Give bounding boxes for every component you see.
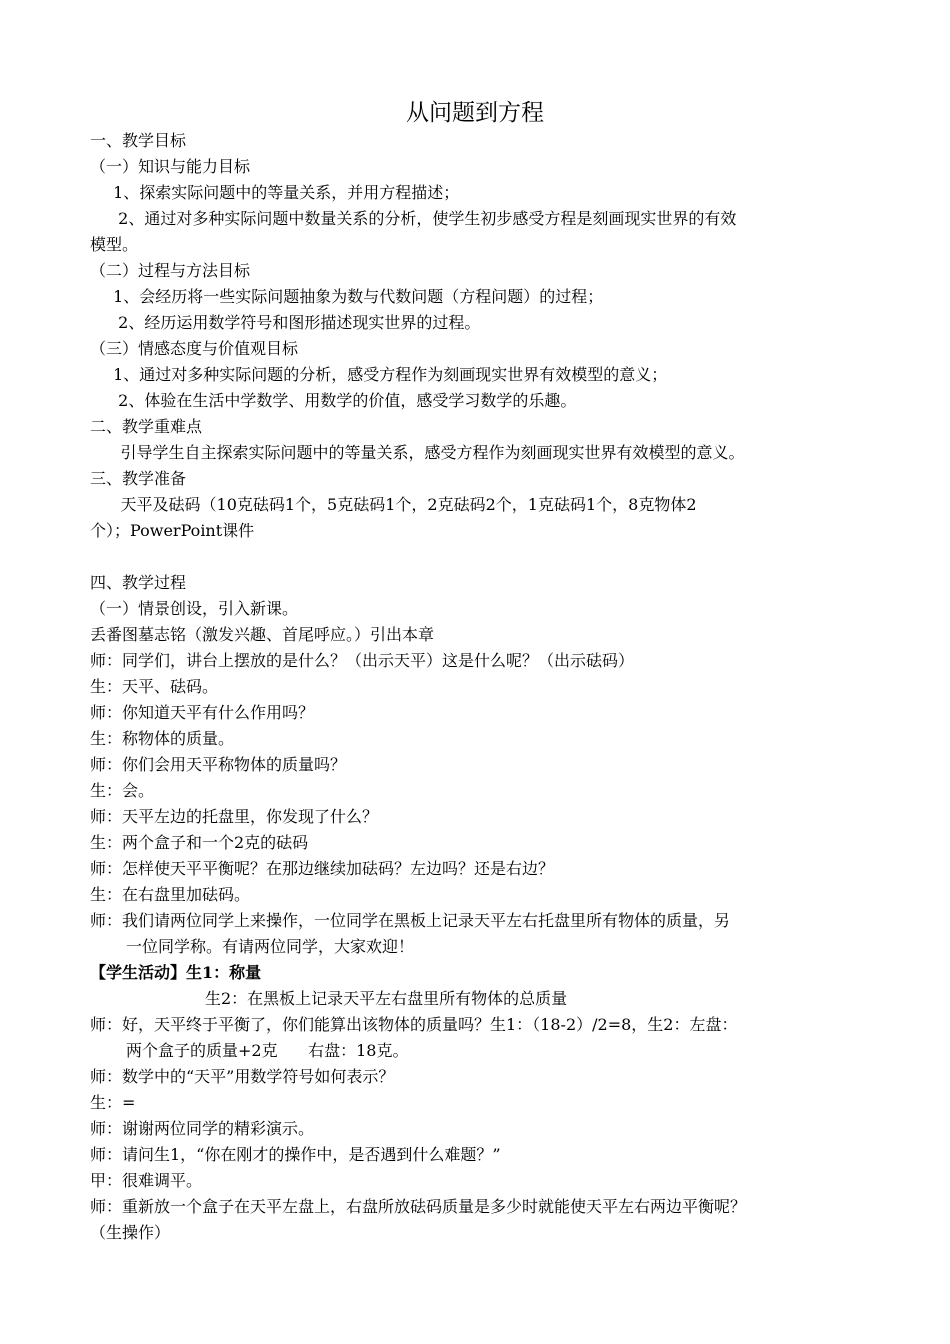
paragraph-line: 丢番图墓志铭（激发兴趣、首尾呼应。）引出本章 xyxy=(90,625,435,644)
list-item: 2、体验在生活中学数学、用数学的价值，感受学习数学的乐趣。 xyxy=(108,391,577,410)
activity-line: 生2：在黑板上记录天平左右盘里所有物体的总质量 xyxy=(205,989,568,1008)
subsection-heading: （三）情感态度与价值观目标 xyxy=(90,339,299,358)
paragraph-line: 个）；PowerPoint课件 xyxy=(90,521,255,540)
section-heading: 四、教学过程 xyxy=(90,573,187,592)
dialogue-line: 生：= xyxy=(90,1093,136,1112)
dialogue-continuation: 两个盒子的质量+2克 右盘：18克。 xyxy=(126,1041,409,1060)
list-item: 1、通过对多种实际问题的分析，感受方程作为刻画现实世界有效模型的意义； xyxy=(108,365,668,384)
subsection-heading: （一）知识与能力目标 xyxy=(90,157,251,176)
dialogue-line: 生：在右盘里加砝码。 xyxy=(90,885,251,904)
subsection-heading: （一）情景创设，引入新课。 xyxy=(90,599,299,618)
list-item: 1、探索实际问题中的等量关系，并用方程描述； xyxy=(108,183,460,202)
dialogue-line: 师：我们请两位同学上来操作，一位同学在黑板上记录天平左右托盘里所有物体的质量，另 xyxy=(90,911,731,930)
section-heading: 二、教学重难点 xyxy=(90,417,203,436)
dialogue-continuation: 一位同学称。有请两位同学，大家欢迎！ xyxy=(126,937,415,956)
document-body xyxy=(90,128,880,1246)
subsection-heading: （二）过程与方法目标 xyxy=(90,261,251,280)
section-heading: 三、教学准备 xyxy=(90,469,187,488)
dialogue-line: 师：请问生1，“你在刚才的操作中，是否遇到什么难题？” xyxy=(90,1145,501,1164)
dialogue-line: 师：谢谢两位同学的精彩演示。 xyxy=(90,1119,315,1138)
dialogue-line: 师：重新放一个盒子在天平左盘上，右盘所放砝码质量是多少时就能使天平左右两边平衡呢？ xyxy=(90,1197,747,1216)
dialogue-line: 师：怎样使天平平衡呢？在那边继续加砝码？左边吗？还是右边？ xyxy=(90,859,555,878)
dialogue-line: 师：天平左边的托盘里，你发现了什么？ xyxy=(90,807,379,826)
dialogue-line: 师：数学中的“天平”用数学符号如何表示？ xyxy=(90,1067,395,1086)
list-item: 2、经历运用数学符号和图形描述现实世界的过程。 xyxy=(108,313,481,332)
dialogue-line: 生：两个盒子和一个2克的砝码 xyxy=(90,833,309,852)
paragraph-line: 模型。 xyxy=(90,235,139,254)
paragraph-line: 引导学生自主探索实际问题中的等量关系，感受方程作为刻画现实世界有效模型的意义。 xyxy=(90,443,745,462)
section-heading: 一、教学目标 xyxy=(90,131,187,150)
dialogue-line: 生：天平、砝码。 xyxy=(90,677,219,696)
dialogue-line: （生操作） xyxy=(90,1223,171,1242)
dialogue-line: 师：你们会用天平称物体的质量吗？ xyxy=(90,755,347,774)
dialogue-line: 生：会。 xyxy=(90,781,155,800)
dialogue-line: 生：称物体的质量。 xyxy=(90,729,235,748)
document-title: 从问题到方程 xyxy=(406,100,544,126)
list-item: 2、通过对多种实际问题中数量关系的分析，使学生初步感受方程是刻画现实世界的有效 xyxy=(108,209,737,228)
dialogue-line: 师：同学们，讲台上摆放的是什么？（出示天平）这是什么呢？（出示砝码） xyxy=(90,651,635,670)
dialogue-line: 甲：很难调平。 xyxy=(90,1171,203,1190)
activity-line: 【学生活动】生1：称量 xyxy=(90,963,262,982)
dialogue-line: 师：你知道天平有什么作用吗？ xyxy=(90,703,315,722)
paragraph-line: 天平及砝码（10克砝码1个，5克砝码1个，2克砝码2个，1克砝码1个，8克物体2 xyxy=(90,495,697,514)
list-item: 1、会经历将一些实际问题抽象为数与代数问题（方程问题）的过程； xyxy=(108,287,604,306)
blank-line xyxy=(90,544,880,570)
dialogue-line: 师：好，天平终于平衡了，你们能算出该物体的质量吗？生1：（18-2）/2=8，生2：左盘： xyxy=(90,1015,738,1034)
